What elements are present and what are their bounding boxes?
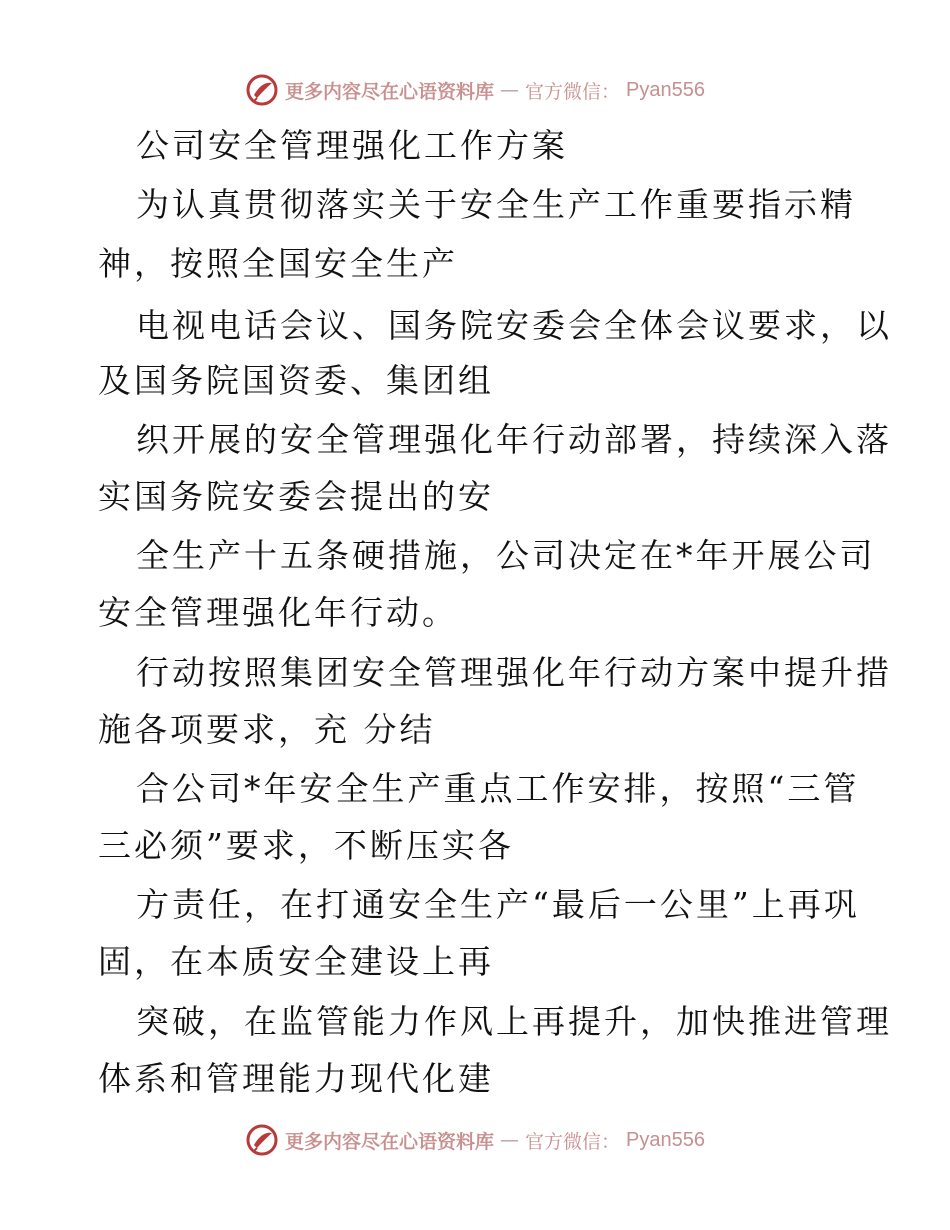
paragraph-line: 行动按照集团安全管理强化年行动方案中提升措 (136, 653, 892, 692)
paragraph-line: 为认真贯彻落实关于安全生产工作重要指示精 (136, 185, 856, 224)
banner-separator: — (500, 79, 520, 101)
logo-icon (245, 73, 279, 107)
paragraph-line: 施各项要求，充 分结 (98, 710, 436, 749)
paragraph-line: 织开展的安全管理强化年行动部署，持续深入落 (136, 420, 892, 459)
paragraph-line: 方责任，在打通安全生产“最后一公里”上再巩 (136, 885, 860, 924)
footer-banner (0, 1120, 950, 1160)
paragraph-line: 及国务院国资委、集团组 (98, 361, 494, 400)
paragraph-line: 神，按照全国安全生产 (98, 244, 458, 283)
banner-wechat-id: Pyan556 (626, 78, 705, 101)
header-banner (0, 70, 950, 110)
paragraph-line: 突破，在监管能力作风上再提升，加快推进管理 (136, 1002, 892, 1041)
logo-icon (245, 1123, 279, 1157)
banner-main-text: 更多内容尽在心语资料库 (285, 80, 495, 103)
paragraph-line: 全生产十五条硬措施，公司决定在*年开展公司 (136, 536, 876, 575)
banner-wechat-id: Pyan556 (626, 1128, 705, 1151)
paragraph-line: 合公司*年安全生产重点工作安排，按照“三管 (136, 769, 860, 808)
paragraph-line: 三必须”要求，不断压实各 (98, 826, 514, 865)
paragraph-line: 安全管理强化年行动。 (98, 593, 458, 632)
paragraph-line: 电视电话会议、国务院安委会全体会议要求，以 (136, 306, 892, 345)
banner-separator: — (500, 1129, 520, 1151)
paragraph-line: 固，在本质安全建设上再 (98, 942, 494, 981)
document-title: 公司安全管理强化工作方案 (136, 126, 568, 165)
banner-wechat-label: 官方微信： (525, 1130, 621, 1153)
banner-main-text: 更多内容尽在心语资料库 (285, 1130, 495, 1153)
paragraph-line: 体系和管理能力现代化建 (98, 1059, 494, 1098)
paragraph-line: 实国务院安委会提出的安 (98, 477, 494, 516)
banner-wechat-label: 官方微信： (525, 80, 621, 103)
